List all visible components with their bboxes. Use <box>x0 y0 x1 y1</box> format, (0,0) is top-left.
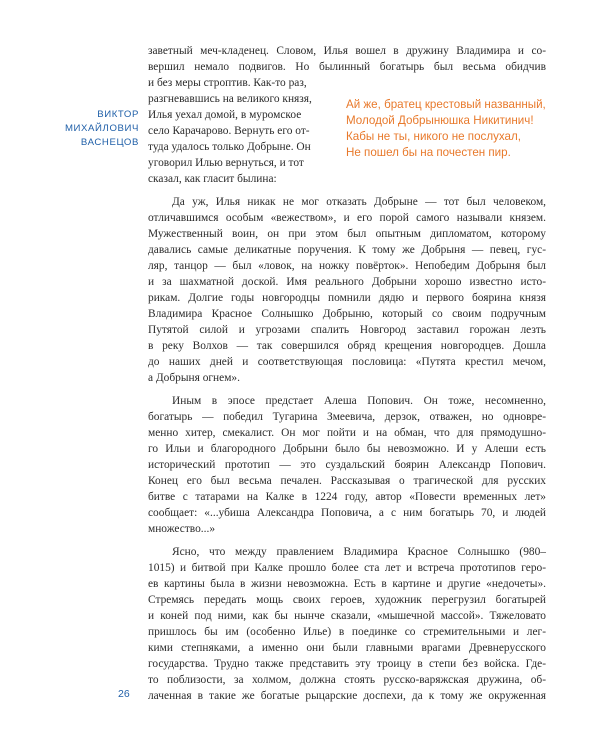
text-line: Конец его был весьма печален. Рассказывая о трагической для русских <box>148 475 546 487</box>
text-line: а Добрыня огнем». <box>148 372 240 384</box>
text-line: и за шахматной доской. Имя реального Добрыни хорошо известно исто- <box>148 276 546 288</box>
text-line: исторический прототип — это суздальский боярин Александр Попович. <box>148 459 546 471</box>
text-line: кими степняками, а именно они были главными врагами Древнерусского <box>148 642 546 654</box>
quote-line: Ай же, братец крестовый названный, <box>346 98 546 111</box>
text-line: лаченная в такие же богатые рыцарские доспехи, да к тому же окруженная <box>148 690 546 702</box>
text-line: пришлось бы им (особенно Илье) в поединке со стремительными и лег- <box>148 626 546 638</box>
text-line: Путятой силой и угрозами спалить Новгород заставил горожан лезть <box>148 324 546 336</box>
text-line: го Ильи и благородного Добрыни было бы невозможно. И у Алеши есть <box>148 443 546 455</box>
author-caption <box>29 108 139 150</box>
author-first-name: ВИКТОР <box>97 109 139 120</box>
text-line: Стремясь передать мощь своих героев, художник перегрузил богатырей <box>148 594 546 606</box>
text-line: ев картины была в жизни невозможна. Есть в картине и другие «недочеты». <box>148 578 546 590</box>
text-line: уговорил Илью вернуться, и тот <box>148 157 304 169</box>
text-line: государства. Трудно также представить эту троицу в степи без войска. Где- <box>148 658 546 670</box>
text-line: Ясно, что между правлением Владимира Красное Солнышко (980– <box>172 546 546 558</box>
text-line: ляр, танцор — был «ловок, на ножку повёрток». Непобедим Добрыня был <box>148 260 546 272</box>
text-line: вершил немало подвигов. Но былинный богатырь был весьма обидчив <box>148 61 546 73</box>
quote-line: Не пошел бы на почестен пир. <box>346 146 511 159</box>
text-line: 1015) и битвой при Калке прошло более ста лет и встреча прототипов геро- <box>148 562 546 574</box>
text-line: заветный меч-кладенец. Словом, Илья вошел в дружину Владимира и со- <box>148 45 546 57</box>
text-line: до наших дней и соответствующая пословица: «Путята крестил мечом, <box>148 356 546 368</box>
text-line: и коней под ними, как бы нынче сказали, «мышечной массой». Тяжеловато <box>148 610 546 622</box>
text-line: Владимира Красное Солнышко Добрыню, который со своим подручным <box>148 308 546 320</box>
quote-line: Молодой Добрынюшка Никитинич! <box>346 114 534 127</box>
page-number: 26 <box>118 688 130 700</box>
text-line: село Карачарово. Вернуть его от- <box>148 125 310 137</box>
text-line: отличавшимся особым «вежеством», и его порой самого называли князем. <box>148 212 546 224</box>
text-line: множество...» <box>148 523 216 535</box>
text-line: давались самые деликатные поручения. К тому же Добрыня — певец, гус- <box>148 244 546 256</box>
text-line: разгневавшись на великого князя, <box>148 93 312 105</box>
text-line: богатырь — победил Тугарина Змеевича, дерзок, отважен, но одновре- <box>148 411 546 423</box>
text-line: и без меры строптив. Как-то раз, <box>148 77 307 89</box>
text-line: битве с татарами на Калке в 1224 году, автор «Повести временных лет» <box>148 491 546 503</box>
author-last-name: ВАСНЕЦОВ <box>80 137 139 148</box>
author-patronymic: МИХАЙЛОВИЧ <box>64 123 139 134</box>
quote-line: Кабы не ты, никого не послухал, <box>346 130 521 143</box>
text-line: то поблизости, за холмом, должна стоять русско-варяжская дружина, об- <box>148 674 546 686</box>
text-line: сообщает: «...убиша Александра Поповича, а с ним богатырь 70, и людей <box>148 507 546 519</box>
text-line: сказал, как гласит былина: <box>148 173 277 185</box>
text-line: Илья уехал домой, в муромское <box>148 109 302 121</box>
text-line: менно хитер, смекалист. Он мог пойти и на обман, что для прямодушно- <box>148 427 546 439</box>
text-line: в реку Волхов — так совершился обряд крещения новгородцев. Дошла <box>148 340 546 352</box>
text-line: туда удалось только Добрыне. Он <box>148 141 311 153</box>
text-line: Мужественный воин, он при этом был опытным дипломатом, которому <box>148 228 546 240</box>
text-line: рикам. Долгие годы новгородцы помнили дядю и первого боярина князя <box>148 292 546 304</box>
text-line: Да уж, Илья никак не мог отказать Добрыне — тот был человеком, <box>172 196 546 208</box>
text-line: Иным в эпосе предстает Алеша Попович. Он тоже, несомненно, <box>172 395 546 407</box>
